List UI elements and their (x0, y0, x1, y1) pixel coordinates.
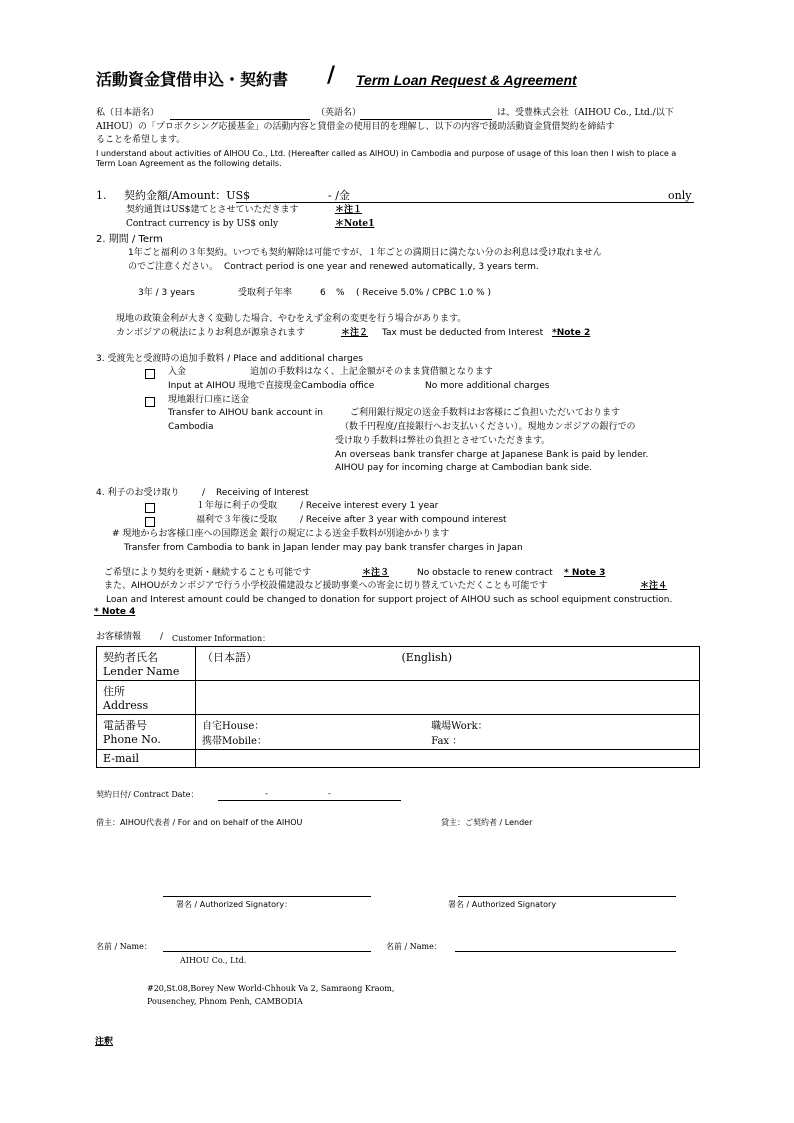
s2-years: 3年 / 3 years (138, 288, 195, 298)
jp-name-blank[interactable] (170, 119, 310, 120)
s2-warning2-en: Tax must be deducted from Interest (382, 328, 544, 338)
phone-label (97, 715, 196, 750)
phone-mobile-label: 携帯Mobile： (202, 736, 267, 747)
note4-jp: また、AIHOUがカンボジアで行う小学校設備建設など援助事業への寄金に切り替えていただくことも可能です (104, 581, 548, 591)
s4-heading-slash: / (202, 488, 206, 498)
s3-option1-en: Input at AIHOU 現地で直接現金Cambodia office (168, 381, 375, 391)
contract-date-blank[interactable] (218, 800, 401, 801)
customer-heading-en: Customer Information： (172, 634, 271, 643)
signature-left-line[interactable] (163, 896, 371, 897)
address-en: Address (103, 699, 149, 712)
email-label: E-mail (97, 750, 196, 768)
s4-option1-checkbox[interactable] (145, 503, 155, 513)
note3-en: No obstacle to renew contract (417, 568, 553, 578)
s3-option2-desc4: An overseas bank transfer charge at Japanese Bank is paid by lender. (335, 450, 649, 460)
s3-option1-en-desc: No more additional charges (425, 381, 550, 391)
s4-hash-jp: # 現地からお客様口座への国際送金 銀行の規定による送金手数料が別途かかります (112, 529, 450, 539)
s2-rate-label: 受取利子年率 (238, 288, 293, 298)
name-right-line[interactable] (455, 951, 676, 952)
s2-jp-line1: 1年ごと福利の３年契約。いつでも契約解除は可能ですが、１年ごとの満期日に満たない分のお利息は受け取れません (128, 248, 602, 258)
s2-rate-pct: % (336, 288, 345, 298)
s2-rate-value: 6 (320, 288, 326, 298)
phone-fax-label: Fax ： (431, 736, 463, 747)
s1-note-jp-ref: ＊注１ (335, 205, 363, 215)
customer-heading-slash: / (160, 632, 164, 642)
s1-only: only (668, 189, 692, 202)
phone-house-label: 自宅House： (202, 721, 265, 732)
customer-heading-jp: お客様情報 (96, 632, 142, 642)
page-title-jp: 活動資金貸借申込・契約書 (96, 70, 289, 89)
s2-warning2-note: *Note 2 (552, 328, 591, 338)
intro-en-line1: I understand about activities of AIHOU Co., Ltd. (Hereafter called as AIHOU) in Cambodia and purpose of usage of this loan then I wish to place a (96, 149, 677, 158)
s1-number: 1. (96, 189, 107, 202)
s2-jp-line2: のでご注意ください。 (128, 262, 219, 272)
s4-option1-jp: １年毎に利子の受取 (196, 501, 278, 511)
en-name-blank[interactable] (360, 119, 492, 120)
s2-en-line2: Contract period is one year and renewed automatically, 3 years term. (224, 262, 539, 272)
intro-line2: AIHOU）の「プロボクシング応援基金」の活動内容と貸借金の使用目的を理解し、以下の内容で援助活動資金貸借契約を締結す (96, 122, 615, 132)
company-address2: Pousenchey, Phnom Penh, CAMBODIA (147, 997, 303, 1006)
phone-field[interactable] (196, 715, 700, 750)
email-field[interactable] (196, 750, 700, 768)
contract-date-dash1: - (265, 789, 268, 798)
intro-en-name-label: （英語名） (316, 108, 362, 118)
signature-left-label: 署名 / Authorized Signatory： (176, 900, 293, 909)
customer-info-table (96, 646, 700, 768)
phone-work-label: 職場Work： (431, 721, 488, 732)
s2-warning2-ref: ＊注２ (341, 328, 369, 338)
s3-heading: 3. 受渡先と受渡時の追加手数料 / Place and additional charges (96, 354, 363, 364)
intro-line1-end: は、受豊株式会社（AIHOU Co., Ltd./以下 (497, 108, 674, 118)
note4-en: Loan and Interest amount could be changed to donation for support project of AIHOU such as school equipment construction. (106, 595, 673, 605)
lender-name-en: Lender Name (103, 665, 180, 678)
phone-en: Phone No. (103, 733, 161, 746)
s2-warning2: カンボジアの税法によりお利息が源泉されます (116, 328, 306, 338)
s1-amount-label: 契約金額/Amount：US$ (124, 189, 251, 202)
lender-label: 貸主：ご契約者 / Lender (441, 818, 533, 827)
s1-amount-blank[interactable] (236, 202, 694, 203)
address-jp: 住所 (103, 685, 125, 698)
signature-right-line[interactable] (458, 896, 676, 897)
note4-note: * Note 4 (94, 607, 136, 617)
s4-heading-en: Receiving of Interest (216, 488, 309, 498)
s4-option1-en: / Receive interest every 1 year (300, 501, 439, 511)
footnote-heading: 注釈 (95, 1037, 114, 1047)
contract-date-dash2: - (328, 789, 331, 798)
s4-option2-jp: 福利で３年後に受取 (196, 515, 278, 525)
signature-right-label: 署名 / Authorized Signatory (448, 900, 557, 909)
s3-option1-desc: 追加の手数料はなく、上記金額がそのまま貸借額となります (250, 367, 493, 377)
intro-line3: ることを希望します。 (96, 135, 186, 145)
note4-ref: ＊注４ (640, 581, 668, 591)
s1-note-jp: 契約通貨はUS$建てとさせていただきます (126, 205, 299, 215)
contract-date-label: 契約日付/ Contract Date： (96, 790, 199, 799)
lender-name-field-en: (English) (401, 651, 453, 664)
note3-jp: ご希望により契約を更新・継続することも可能です (104, 568, 312, 578)
intro-en-line2: Term Loan Agreement as the following details. (96, 159, 282, 168)
title-separator: / (327, 63, 336, 88)
name-left-label: 名前 / Name： (96, 942, 152, 951)
s3-option2-desc2: （数千円程度/直接銀行へお支払いください）。現地カンボジアの銀行での (340, 422, 636, 432)
company-address1: #20,St.08,Borey New World-Chhouk Va 2, Samraong Kraom, (147, 984, 395, 993)
s4-heading-jp: 4. 利子のお受け取り (96, 488, 180, 498)
s2-heading: 2. 期間 / Term (96, 234, 163, 245)
s4-hash-en: Transfer from Cambodia to bank in Japan lender may pay bank transfer charges in Japan (124, 543, 523, 553)
s4-option2-checkbox[interactable] (145, 517, 155, 527)
s3-option1-checkbox[interactable] (145, 369, 155, 379)
s1-amount-mid: - /金 (328, 189, 350, 202)
phone-jp: 電話番号 (103, 719, 147, 732)
s3-option2-desc3: 受け取り手数料は弊社の負担とさせていただきます。 (335, 436, 551, 446)
s3-option2-en2: Cambodia (168, 422, 214, 432)
s2-rate-detail: ( Receive 5.0% / CPBC 1.0 % ) (356, 288, 492, 298)
company-name: AIHOU Co., Ltd. (180, 956, 247, 965)
name-right-label: 名前 / Name： (386, 942, 442, 951)
s2-warning1: 現地の政策金利が大きく変動した場合、やむをえず金利の変更を行う場合があります。 (116, 314, 467, 324)
s3-option2-desc1: ご利用銀行規定の送金手数料はお客様にご負担いただいております (350, 408, 621, 418)
s3-option1-label: 入金 (168, 367, 187, 377)
s3-option2-en1: Transfer to AIHOU bank account in (168, 408, 323, 418)
s1-note-en-ref: ＊Note1 (335, 219, 375, 229)
lender-name-field-jp: （日本語） (202, 651, 257, 664)
lessee-label: 借主：AIHOU代表者 / For and on behalf of the AIHOU (96, 818, 303, 827)
s1-note-en: Contract currency is by US$ only (126, 219, 279, 229)
s4-option2-en: / Receive after 3 year with compound interest (300, 515, 507, 525)
lender-name-jp: 契約者氏名 (103, 651, 158, 664)
s3-option2-desc5: AIHOU pay for incoming charge at Cambodian bank side. (335, 463, 593, 473)
address-label (97, 681, 196, 715)
page-title-en: Term Loan Request & Agreement (356, 72, 577, 88)
lender-name-label (97, 647, 196, 681)
note3-ref: ＊注３ (362, 568, 390, 578)
address-field[interactable] (196, 681, 700, 715)
intro-jp-name-label: 私（日本語名） (96, 108, 160, 118)
note3-note: * Note 3 (564, 568, 606, 578)
s3-option2-checkbox[interactable] (145, 397, 155, 407)
s3-option2-label: 現地銀行口座に送金 (168, 395, 250, 405)
lender-name-field[interactable] (196, 647, 700, 681)
name-left-line[interactable] (163, 951, 371, 952)
